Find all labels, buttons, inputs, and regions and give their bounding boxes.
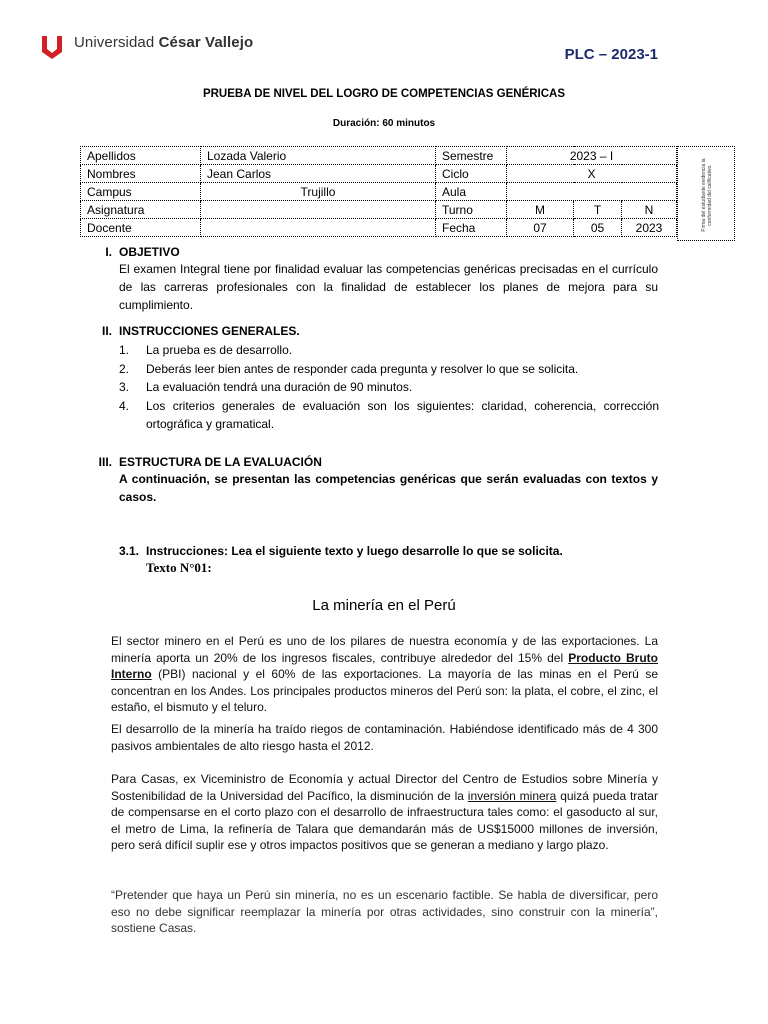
asignatura-value — [201, 201, 436, 219]
paragraph-text: Para Casas, ex Viceministro de Economía y actual Director del Centro de Estudios sobre Minería y Sostenibilidad de la Universidad del Pacífico, la disminución de la — [111, 772, 658, 803]
asignatura-label: Asignatura — [81, 201, 201, 219]
article-title: La minería en el Perú — [312, 597, 456, 614]
fecha-label: Fecha — [436, 219, 507, 237]
apellidos-label: Apellidos — [81, 147, 201, 165]
item-text: Deberás leer bien antes de responder cada pregunta y resolver lo que se solicita. — [146, 362, 579, 376]
ciclo-label: Ciclo — [436, 165, 507, 183]
docente-value — [201, 219, 436, 237]
section-text: El examen Integral tiene por finalidad evaluar las competencias genéricas precisadas en el currículo de las carreras profesionales con la finalidad de establecer los planes de mejora para su cumplimiento. — [119, 262, 658, 312]
pbi-link[interactable]: Producto Bruto Interno — [111, 650, 658, 681]
inversion-minera-link[interactable]: inversión minera — [467, 788, 557, 803]
apellidos-value: Lozada Valerio — [201, 147, 436, 165]
section-heading: ESTRUCTURA DE LA EVALUACIÓN — [119, 455, 322, 469]
signature-note: Firma del estudiante evidencia la conformidad del calificativo. — [701, 158, 713, 232]
fecha-day: 07 — [507, 219, 574, 237]
ciclo-value: X — [507, 165, 677, 183]
item-number: 2. — [119, 362, 130, 376]
aula-label: Aula — [436, 183, 507, 201]
item-number: 3. — [119, 380, 130, 394]
item-number: 4. — [119, 399, 130, 413]
article-paragraph-2: El desarrollo de la minería ha traído riegos de contaminación. Habiéndose identificado más de 4 300 pasivos ambientales de alto riesgo hasta el 2012. — [111, 722, 658, 753]
instruction-text: Instrucciones: Lea el siguiente texto y luego desarrolle lo que se solicita. — [146, 544, 563, 558]
article-paragraph-1 — [111, 633, 658, 716]
document-title: PRUEBA DE NIVEL DEL LOGRO DE COMPETENCIAS GENÉRICAS — [202, 88, 566, 100]
fecha-month: 05 — [574, 219, 622, 237]
item-text: Los criterios generales de evaluación son los siguientes: claridad, coherencia, corrección ortográfica y gramatical. — [146, 399, 659, 431]
item-text: La prueba es de desarrollo. — [146, 343, 293, 357]
fecha-year: 2023 — [622, 219, 677, 237]
article-quote: “Pretender que haya un Perú sin minería, no es un escenario factible. Se habla de diversificar, pero eso no debe significar reemplazar la minería por otras actividades, sino construir con la minería”, sostiene Casas. — [111, 888, 658, 935]
section-number: III. — [98, 455, 112, 469]
section-number: II. — [101, 324, 112, 338]
document-code: PLC – 2023-1 — [564, 46, 658, 63]
university-logo-icon — [40, 34, 64, 60]
semestre-value: 2023 – I — [507, 147, 677, 165]
section-number: I. — [105, 245, 112, 259]
docente-label: Docente — [81, 219, 201, 237]
turno-n: N — [622, 201, 677, 219]
campus-value: Trujillo — [201, 183, 436, 201]
section-text: A continuación, se presentan las competencias genéricas que serán evaluadas con textos y casos. — [119, 472, 658, 504]
item-text: La evaluación tendrá una duración de 90 minutos. — [146, 380, 413, 394]
nombres-value: Jean Carlos — [201, 165, 436, 183]
university-name: Universidad César Vallejo — [74, 34, 254, 51]
nombres-label: Nombres — [81, 165, 201, 183]
paragraph-text: El sector minero en el Perú es uno de los pilares de nuestra economía y de las exportaciones. La minería aporta un 20% de los ingresos fiscales, contribuye alrededor del 15% del — [111, 634, 658, 665]
paragraph-text: (PBI) nacional y el 60% de las exportaciones. La mayoría de las minas en el Perú se concentran en los Andes. Los principales productos mineros del Perú son: la plata, el cobre, el zinc, el estaño, el bismuto y el teluro. — [111, 667, 658, 714]
campus-label: Campus — [81, 183, 201, 201]
aula-value — [507, 183, 677, 201]
duration-label: Duración: 60 minutos — [332, 118, 436, 129]
instruction-number: 3.1. — [119, 544, 140, 558]
turno-t: T — [574, 201, 622, 219]
semestre-label: Semestre — [436, 147, 507, 165]
signature-box — [677, 146, 735, 241]
section-heading: INSTRUCCIONES GENERALES. — [119, 324, 300, 338]
section-heading: OBJETIVO — [119, 245, 180, 259]
paragraph-text: quizá pueda tratar de compensarse en el corto plazo con el desarrollo de infraestructura tales como: el gasoducto al sur, el metro de Lima, la refinería de Talara que demandarán más de US$15000 millones de inversión, pero será difícil suplir ese y otros impactos positivos que se generan a mediano y largo plazo. — [111, 788, 658, 852]
item-number: 1. — [119, 343, 130, 357]
texto-label: Texto N°01: — [146, 560, 212, 575]
turno-m: M — [507, 201, 574, 219]
turno-label: Turno — [436, 201, 507, 219]
article-paragraph-3 — [111, 771, 658, 854]
student-info-table — [80, 146, 677, 237]
